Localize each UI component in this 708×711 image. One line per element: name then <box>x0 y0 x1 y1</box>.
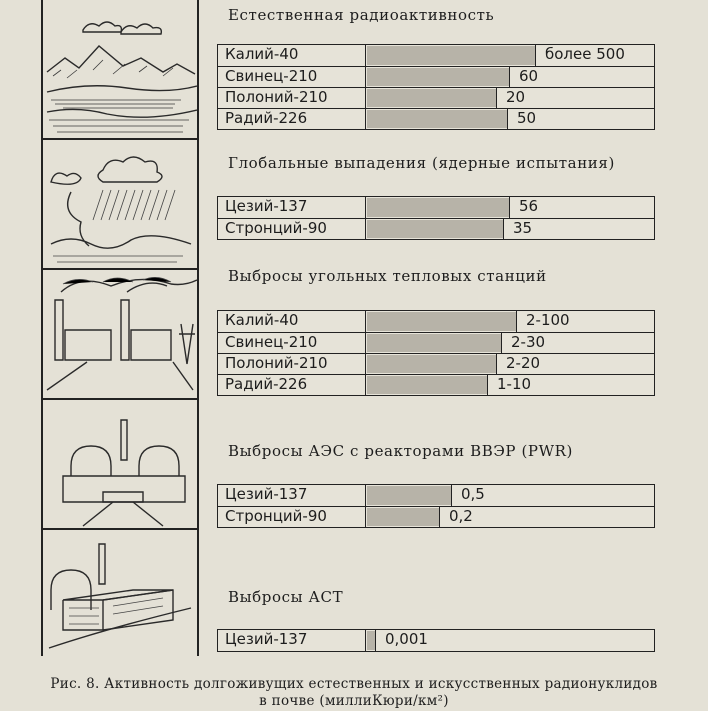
bar-row <box>217 507 655 528</box>
group-title-coal-plants: Выбросы угольных тепловых станций <box>228 267 547 285</box>
bar-end-line <box>451 485 452 506</box>
figure-caption-line2: в почве (миллиКюри/км²) <box>259 693 449 709</box>
bar-mark <box>367 89 497 107</box>
value-label: 2-20 <box>506 353 541 372</box>
group-title-ast: Выбросы АСТ <box>228 588 344 606</box>
nuclide-label: Стронций-90 <box>218 219 366 239</box>
bar-mark <box>367 220 504 238</box>
natural-landscape-illustration <box>43 0 197 140</box>
bar-row <box>217 67 655 88</box>
bar-end-line <box>439 507 440 527</box>
value-label: 50 <box>517 108 537 127</box>
bar-mark <box>367 486 452 505</box>
value-label: 2-100 <box>526 311 570 329</box>
value-label: 0,2 <box>449 506 473 525</box>
nuclide-label: Свинец-210 <box>218 67 366 87</box>
value-label: 2-30 <box>511 332 546 351</box>
bar-row <box>217 196 655 219</box>
table-coal-plants <box>217 310 655 396</box>
value-label: 1-10 <box>497 374 532 393</box>
bar-row <box>217 44 655 67</box>
value-label: 35 <box>513 218 533 237</box>
group-title-natural: Естественная радиоактивность <box>228 6 495 24</box>
nuclide-label: Полоний-210 <box>218 354 366 374</box>
value-label: 56 <box>519 197 539 215</box>
bar-mark <box>367 376 488 394</box>
illustration-column <box>41 0 199 656</box>
table-global-fallout <box>217 196 655 240</box>
nuclear-plant-illustration <box>43 400 197 530</box>
nuclide-label: Калий-40 <box>218 45 366 66</box>
bar-row <box>217 629 655 652</box>
bar-mark <box>367 508 440 526</box>
heat-supply-station-illustration <box>43 530 197 656</box>
nuclide-label: Стронций-90 <box>218 507 366 527</box>
value-label: 0,5 <box>461 485 485 503</box>
fallout-rain-illustration <box>43 140 197 270</box>
bar-mark <box>367 46 536 65</box>
bar-end-line <box>501 333 502 353</box>
bar-row <box>217 354 655 375</box>
bar-end-line <box>535 45 536 66</box>
bar-end-line <box>487 375 488 395</box>
table-natural <box>217 44 655 130</box>
nuclide-label: Калий-40 <box>218 311 366 332</box>
bar-mark <box>367 312 517 331</box>
bar-mark <box>367 198 510 217</box>
value-label: 0,001 <box>385 630 428 648</box>
nuclide-label: Полоний-210 <box>218 88 366 108</box>
bar-row <box>217 375 655 396</box>
bar-end-line <box>516 311 517 332</box>
nuclide-label: Цезий-137 <box>218 630 366 651</box>
table-ast <box>217 629 655 652</box>
nuclide-label: Цезий-137 <box>218 485 366 506</box>
bar-mark <box>367 68 510 86</box>
bar-row <box>217 333 655 354</box>
bar-mark <box>367 334 502 352</box>
bar-end-line <box>503 219 504 239</box>
bar-row <box>217 219 655 240</box>
nuclide-label: Радий-226 <box>218 375 366 395</box>
nuclide-label: Свинец-210 <box>218 333 366 353</box>
bar-end-line <box>509 67 510 87</box>
table-npp-pwr <box>217 484 655 528</box>
value-label: 20 <box>506 87 526 106</box>
coal-power-plant-illustration <box>43 270 197 400</box>
figure-caption-line1: Рис. 8. Активность долгоживущих естественных и искусственных радионуклидов <box>50 676 658 692</box>
bar-end-line <box>496 354 497 374</box>
bar-row <box>217 484 655 507</box>
bar-mark <box>367 355 497 373</box>
group-title-npp-pwr: Выбросы АЭС с реакторами ВВЭР (PWR) <box>228 442 573 460</box>
value-label: более 500 <box>545 45 625 63</box>
group-title-global-fallout: Глобальные выпадения (ядерные испытания) <box>228 154 615 172</box>
bar-row <box>217 310 655 333</box>
bar-end-line <box>375 630 376 651</box>
nuclide-label: Радий-226 <box>218 109 366 129</box>
bar-end-line <box>496 88 497 108</box>
bar-mark <box>367 110 508 128</box>
bar-end-line <box>509 197 510 218</box>
bar-row <box>217 109 655 130</box>
nuclide-label: Цезий-137 <box>218 197 366 218</box>
bar-end-line <box>507 109 508 129</box>
value-label: 60 <box>519 66 539 85</box>
bar-row <box>217 88 655 109</box>
